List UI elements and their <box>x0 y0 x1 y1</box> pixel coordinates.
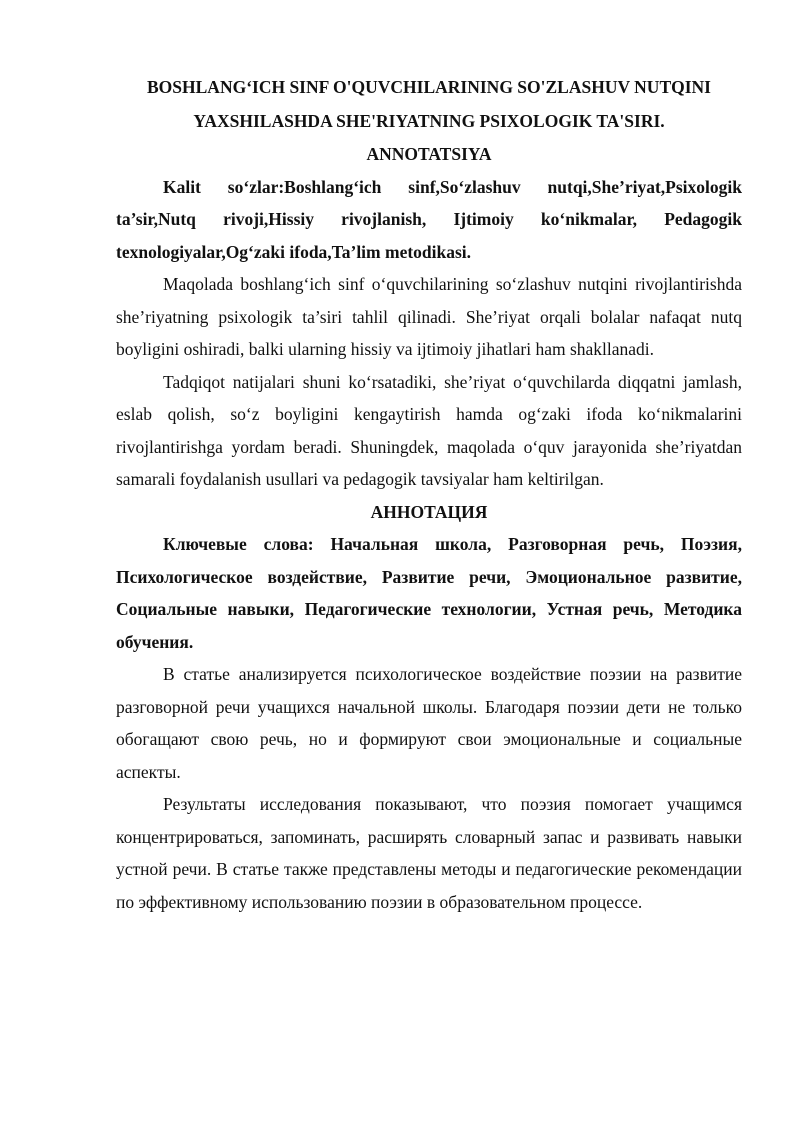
abstract-paragraph-ru-2: Результаты исследования показывают, что поэзия помогает учащимся концентрироваться, запоминать, расширять словарный запас и развивать навыки устной речи. В статье также представлены методы и педагогические рекомендации по эффективному использованию поэзии в образовательном процессе. <box>116 794 742 912</box>
document-page <box>116 70 742 918</box>
abstract-paragraph-uz-1: Maqolada boshlang‘ich sinf o‘quvchilarining so‘zlashuv nutqini rivojlantirishda she’riyatning psixologik ta’siri tahlil qilinadi. She’riyat orqali bolalar nafaqat nutq boyligini oshiradi, balki ularning hissiy va ijtimoiy jihatlari ham shakllanadi. <box>116 274 742 359</box>
title-line-2: YAXSHILASHDA SHE'RIYATNING PSIXOLOGIK TA'SIRI. <box>193 111 665 131</box>
abstract-paragraph-ru-1: В статье анализируется психологическое воздействие поэзии на развитие разговорной речи учащихся начальной школы. Благодаря поэзии дети не только обогащают свою речь, но и формируют свои эмоциональные и социальные аспекты. <box>116 664 742 782</box>
abstract-paragraph-uz-2: Tadqiqot natijalari shuni ko‘rsatadiki, she’riyat o‘quvchilarda diqqatni jamlash, eslab qolish, so‘z boyligini kengaytirish hamda og‘zaki ifoda ko‘nikmalarini rivojlantirishga yordam beradi. Shuningdek, maqolada o‘quv jarayonida she’riyatdan samarali foydalanish usullari va pedagogik tavsiyalar ham keltirilgan. <box>116 371 742 489</box>
keywords-ru: Ключевые слова: Начальная школа, Разговорная речь, Поэзия, Психологическое воздействие, Развитие речи, Эмоциональное развитие, Социальные навыки, Педагогические технологии, Устная речь, Методика обучения. <box>116 534 742 652</box>
keywords-uz: Kalit so‘zlar:Boshlang‘ich sinf,So‘zlashuv nutqi,She’riyat,Psixologik ta’sir,Nutq rivoji,Hissiy rivojlanish, Ijtimoiy ko‘nikmalar, Pedagogik texnologiyalar,Og‘zaki ifoda,Ta’lim metodikasi. <box>116 176 742 262</box>
annotation-heading-uz: ANNOTATSIYA <box>366 144 492 164</box>
article-title <box>116 70 742 138</box>
annotation-heading-ru: АННОТАЦИЯ <box>370 501 488 522</box>
title-line-1: BOSHLANG‘ICH SINF O'QUVCHILARINING SO'ZLASHUV NUTQINI <box>147 77 711 97</box>
